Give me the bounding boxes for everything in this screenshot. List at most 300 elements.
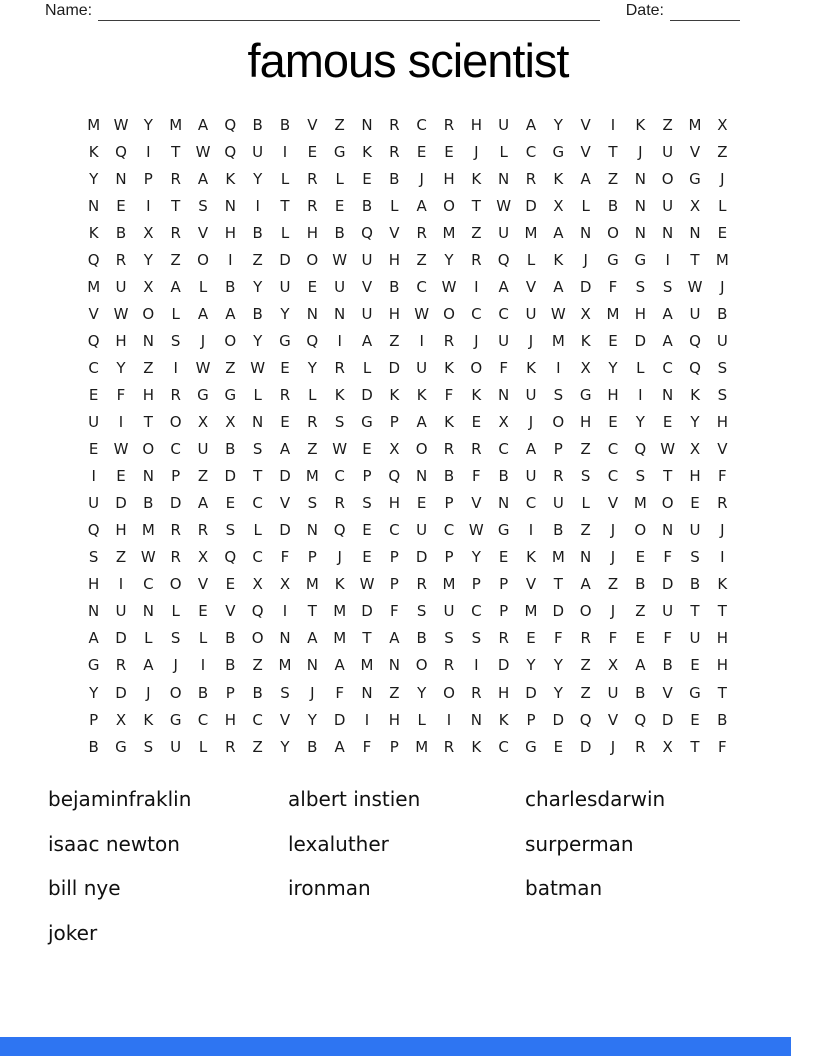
grid-cell: C [416, 277, 427, 296]
grid-cell: M [141, 521, 155, 540]
grid-cell: Z [580, 521, 591, 540]
grid-cell: R [334, 358, 345, 377]
grid-cell: E [498, 548, 509, 567]
grid-cell: N [498, 494, 510, 513]
grid-cell: I [474, 277, 479, 296]
grid-cell: C [443, 521, 455, 540]
grid-cell: U [279, 277, 291, 296]
grid-cell: D [115, 494, 127, 513]
grid-cell: N [252, 413, 264, 432]
grid-cell: U [334, 277, 346, 296]
grid-cell: N [142, 602, 154, 621]
grid-cell: O [415, 656, 428, 675]
footer-bar [0, 1037, 791, 1056]
grid-cell: R [471, 250, 482, 269]
grid-cell: U [498, 331, 510, 350]
grid-cell: Z [389, 683, 400, 702]
grid-cell: S [690, 548, 700, 567]
grid-cell: Q [388, 467, 401, 486]
grid-cell: R [170, 548, 181, 567]
grid-cell: W [660, 440, 676, 459]
grid-cell: C [498, 440, 509, 459]
grid-cell: Z [252, 656, 263, 675]
grid-cell: W [195, 358, 211, 377]
grid-cell: X [279, 575, 291, 594]
grid-cell: Z [252, 250, 263, 269]
grid-cell: X [225, 413, 236, 432]
grid-cell: I [610, 115, 616, 134]
grid-cell: A [416, 413, 427, 432]
grid-cell: K [444, 358, 454, 377]
grid-cell: S [635, 467, 646, 486]
grid-cell: B [334, 223, 345, 242]
grid-cell: H [716, 629, 728, 648]
word-list-item: lexaluther [288, 831, 389, 856]
grid-cell: H [88, 575, 100, 594]
grid-cell: I [528, 521, 534, 540]
grid-cell: N [662, 223, 674, 242]
grid-cell: W [468, 521, 484, 540]
grid-cell: F [554, 629, 563, 648]
grid-cell: X [580, 358, 591, 377]
grid-cell: K [362, 142, 372, 161]
grid-cell: E [608, 331, 618, 350]
grid-cell: H [634, 304, 646, 323]
grid-cell: G [169, 710, 182, 729]
grid-cell: K [334, 385, 345, 404]
grid-cell: I [282, 142, 288, 161]
grid-cell: L [171, 602, 180, 621]
grid-cell: Z [170, 250, 181, 269]
grid-cell: U [252, 142, 264, 161]
grid-cell: P [389, 413, 399, 432]
grid-cell: C [252, 710, 263, 729]
grid-cell: R [471, 440, 482, 459]
grid-cell: N [498, 169, 510, 188]
grid-cell: E [690, 494, 700, 513]
grid-cell: R [471, 683, 482, 702]
grid-cell: V [279, 710, 291, 729]
grid-cell: O [470, 358, 483, 377]
grid-cell: I [665, 250, 670, 269]
grid-cell: Q [333, 521, 346, 540]
grid-cell: O [415, 440, 428, 459]
grid-cell: R [443, 737, 455, 756]
grid-cell: B [115, 223, 127, 242]
grid-cell: D [579, 737, 592, 756]
grid-cell: B [252, 304, 263, 323]
grid-cell: W [550, 304, 566, 323]
grid-cell: P [389, 737, 399, 756]
grid-cell: J [638, 142, 643, 161]
grid-cell: B [717, 304, 728, 323]
grid-cell: Q [87, 521, 100, 540]
grid-cell: W [687, 277, 703, 296]
grid-cell: K [225, 169, 236, 188]
grid-cell: H [689, 467, 701, 486]
grid-cell: R [170, 521, 181, 540]
grid-cell: V [471, 494, 482, 513]
grid-cell: G [279, 331, 291, 350]
grid-cell: I [146, 196, 151, 215]
grid-cell: K [334, 575, 345, 594]
grid-cell: R [307, 413, 318, 432]
grid-cell: R [443, 331, 455, 350]
grid-cell: L [253, 385, 262, 404]
grid-cell: E [526, 629, 536, 648]
grid-cell: R [443, 115, 455, 134]
grid-cell: Z [416, 250, 427, 269]
grid-cell: C [143, 575, 154, 594]
grid-cell: C [525, 494, 537, 513]
grid-cell: O [634, 521, 647, 540]
grid-cell: Z [334, 115, 345, 134]
grid-cell: T [143, 413, 153, 432]
grid-cell: O [197, 250, 209, 269]
grid-cell: M [333, 602, 347, 621]
grid-cell: U [88, 413, 100, 432]
grid-cell: V [197, 223, 209, 242]
grid-cell: N [306, 304, 318, 323]
grid-cell: E [362, 169, 372, 188]
grid-cell: Q [87, 250, 100, 269]
grid-cell: J [583, 250, 588, 269]
grid-cell: Y [253, 277, 263, 296]
grid-cell: J [146, 683, 151, 702]
word-list-item: albert instien [288, 787, 421, 812]
grid-cell: M [278, 656, 292, 675]
grid-cell: V [689, 142, 701, 161]
grid-cell: X [689, 440, 701, 459]
grid-cell: E [608, 413, 618, 432]
grid-cell: J [337, 548, 342, 567]
grid-cell: N [306, 656, 318, 675]
grid-cell: N [361, 683, 373, 702]
grid-cell: H [607, 385, 619, 404]
grid-cell: X [662, 737, 673, 756]
grid-cell: K [553, 169, 564, 188]
grid-cell: L [308, 385, 317, 404]
grid-cell: C [662, 358, 673, 377]
grid-cell: Q [224, 115, 237, 134]
grid-cell: I [446, 710, 452, 729]
grid-cell: B [225, 629, 236, 648]
grid-cell: D [361, 602, 373, 621]
grid-cell: R [443, 440, 455, 459]
grid-cell: R [416, 575, 427, 594]
grid-cell: X [498, 413, 509, 432]
grid-cell: A [525, 115, 537, 134]
grid-cell: W [332, 250, 348, 269]
grid-cell: T [171, 142, 181, 161]
grid-cell: S [334, 413, 345, 432]
grid-cell: Z [252, 737, 263, 756]
grid-cell: B [143, 494, 154, 513]
grid-cell: D [224, 467, 237, 486]
grid-cell: I [638, 385, 643, 404]
grid-cell: E [225, 575, 236, 594]
grid-cell: G [579, 385, 592, 404]
grid-cell: M [633, 494, 647, 513]
grid-cell: S [662, 277, 673, 296]
word-list-item: batman [525, 876, 603, 901]
grid-cell: E [225, 494, 236, 513]
grid-cell: K [526, 358, 536, 377]
grid-cell: R [389, 142, 400, 161]
grid-cell: G [607, 250, 619, 269]
grid-cell: U [443, 602, 455, 621]
grid-cell: A [225, 304, 236, 323]
grid-cell: I [118, 575, 124, 594]
grid-cell: O [443, 196, 455, 215]
grid-cell: Z [471, 223, 482, 242]
name-blank-line [98, 4, 600, 21]
grid-cell: L [526, 250, 536, 269]
grid-cell: W [332, 440, 348, 459]
grid-cell: G [497, 521, 510, 540]
grid-cell: U [552, 494, 564, 513]
grid-cell: W [113, 115, 129, 134]
grid-cell: U [689, 629, 701, 648]
grid-cell: H [716, 656, 728, 675]
grid-cell: G [689, 169, 701, 188]
grid-cell: M [333, 629, 347, 648]
grid-cell: R [389, 115, 400, 134]
grid-cell: A [662, 331, 673, 350]
grid-cell: E [198, 602, 208, 621]
grid-cell: D [552, 602, 565, 621]
grid-cell: P [389, 548, 399, 567]
grid-cell: U [525, 385, 537, 404]
grid-cell: G [361, 413, 373, 432]
grid-cell: E [690, 710, 700, 729]
grid-cell: I [91, 467, 96, 486]
grid-cell: S [143, 737, 154, 756]
grid-cell: U [607, 683, 619, 702]
grid-cell: Q [497, 250, 510, 269]
grid-cell: K [471, 169, 482, 188]
grid-cell: E [88, 440, 99, 459]
grid-cell: L [636, 358, 645, 377]
grid-cell: R [115, 656, 127, 675]
grid-cell: L [581, 196, 590, 215]
grid-cell: M [524, 602, 538, 621]
grid-cell: U [361, 250, 373, 269]
grid-cell: Z [717, 142, 728, 161]
grid-cell: Q [361, 223, 373, 242]
grid-cell: F [663, 629, 672, 648]
grid-cell: M [551, 331, 565, 350]
word-list-item: surperman [525, 831, 634, 856]
grid-cell: F [390, 602, 399, 621]
grid-cell: A [143, 656, 154, 675]
grid-cell: Y [116, 358, 126, 377]
grid-cell: E [116, 196, 126, 215]
grid-cell: D [388, 358, 401, 377]
grid-cell: Z [607, 575, 619, 594]
grid-cell: Y [444, 250, 454, 269]
word-list-item: isaac newton [48, 831, 180, 856]
grid-cell: D [279, 250, 291, 269]
word-list-item: joker [48, 920, 98, 945]
grid-cell: L [280, 223, 290, 242]
grid-cell: R [170, 385, 181, 404]
grid-cell: C [416, 115, 427, 134]
word-list-item: bill nye [48, 876, 121, 901]
grid-cell: E [717, 223, 728, 242]
grid-cell: D [279, 521, 291, 540]
grid-cell: G [525, 737, 537, 756]
grid-cell: J [528, 331, 534, 350]
grid-cell: Y [253, 169, 263, 188]
grid-cell: P [307, 548, 317, 567]
grid-cell: J [610, 521, 616, 540]
grid-cell: S [225, 521, 236, 540]
grid-cell: T [690, 602, 700, 621]
grid-cell: R [170, 169, 181, 188]
grid-cell: H [443, 169, 455, 188]
grid-cell: N [662, 385, 674, 404]
grid-cell: V [279, 494, 291, 513]
grid-cell: M [415, 737, 429, 756]
grid-cell: Y [553, 115, 563, 134]
grid-cell: Y [417, 683, 427, 702]
grid-cell: P [225, 683, 235, 702]
grid-cell: K [553, 250, 564, 269]
grid-cell: B [252, 683, 263, 702]
grid-cell: S [170, 629, 181, 648]
grid-cell: S [717, 358, 728, 377]
grid-cell: U [525, 304, 537, 323]
grid-cell: B [635, 575, 646, 594]
grid-cell: Z [580, 683, 591, 702]
grid-cell: Z [197, 467, 209, 486]
grid-cell: H [306, 223, 318, 242]
grid-cell: E [635, 548, 646, 567]
grid-cell: S [416, 602, 427, 621]
word-list [48, 777, 770, 955]
grid-cell: J [419, 169, 424, 188]
grid-cell: M [360, 656, 374, 675]
grid-cell: Y [143, 115, 153, 134]
grid-cell: H [115, 331, 127, 350]
grid-cell: L [390, 196, 399, 215]
grid-cell: B [225, 440, 236, 459]
grid-cell: A [197, 304, 209, 323]
grid-cell: U [662, 142, 674, 161]
grid-cell: Q [87, 331, 100, 350]
grid-cell: B [662, 656, 673, 675]
grid-cell: W [441, 277, 457, 296]
grid-cell: P [553, 440, 563, 459]
grid-cell: U [115, 277, 127, 296]
grid-cell: N [361, 115, 373, 134]
grid-cell: Z [143, 358, 154, 377]
grid-cell: O [552, 413, 565, 432]
grid-cell: F [608, 277, 618, 296]
grid-cell: R [498, 629, 509, 648]
grid-cell: D [525, 683, 537, 702]
grid-cell: Q [251, 602, 264, 621]
grid-cell: J [610, 548, 616, 567]
grid-cell: A [498, 277, 509, 296]
grid-cell: E [662, 413, 673, 432]
grid-cell: Y [471, 548, 481, 567]
grid-cell: L [417, 710, 426, 729]
grid-cell: D [415, 548, 428, 567]
grid-cell: M [87, 277, 101, 296]
grid-cell: A [580, 575, 591, 594]
grid-cell: Y [608, 358, 618, 377]
grid-cell: L [198, 629, 208, 648]
grid-cell: A [662, 304, 673, 323]
grid-cell: U [662, 196, 674, 215]
grid-cell: A [635, 656, 646, 675]
grid-cell: Z [662, 115, 673, 134]
grid-cell: B [361, 196, 373, 215]
grid-cell: X [553, 196, 564, 215]
grid-cell: Y [690, 413, 700, 432]
grid-cell: R [197, 521, 209, 540]
grid-cell: J [474, 142, 479, 161]
grid-cell: R [170, 223, 181, 242]
grid-cell: A [197, 494, 209, 513]
grid-cell: A [170, 277, 181, 296]
grid-cell: Y [307, 710, 317, 729]
grid-cell: S [635, 277, 646, 296]
grid-cell: Y [89, 683, 99, 702]
grid-cell: R [553, 467, 564, 486]
grid-cell: V [717, 440, 728, 459]
grid-cell: T [663, 467, 673, 486]
grid-cell: A [88, 629, 99, 648]
grid-cell: Y [253, 331, 263, 350]
grid-cell: D [497, 656, 510, 675]
grid-cell: M [551, 548, 565, 567]
grid-cell: N [142, 331, 154, 350]
grid-cell: B [498, 467, 509, 486]
grid-cell: I [255, 196, 260, 215]
grid-cell: E [280, 358, 290, 377]
grid-cell: S [280, 683, 290, 702]
grid-cell: I [556, 358, 561, 377]
grid-cell: Y [307, 358, 317, 377]
grid-cell: B [88, 737, 99, 756]
grid-cell: E [116, 467, 126, 486]
grid-cell: V [225, 602, 236, 621]
grid-cell: H [580, 413, 592, 432]
grid-cell: J [720, 521, 725, 540]
grid-cell: E [280, 413, 290, 432]
grid-cell: Q [634, 440, 647, 459]
grid-cell: E [307, 277, 318, 296]
grid-cell: X [389, 440, 400, 459]
date-label: Date: [625, 2, 664, 19]
grid-cell: Y [553, 683, 563, 702]
grid-cell: B [307, 737, 318, 756]
grid-cell: E [553, 737, 564, 756]
grid-cell: G [333, 142, 346, 161]
grid-cell: C [334, 467, 345, 486]
grid-cell: L [171, 304, 180, 323]
grid-cell: Q [224, 142, 237, 161]
grid-cell: B [416, 629, 427, 648]
grid-cell: C [471, 602, 482, 621]
grid-cell: A [279, 440, 291, 459]
grid-cell: T [307, 602, 317, 621]
grid-cell: L [335, 169, 344, 188]
grid-cell: P [471, 575, 481, 594]
